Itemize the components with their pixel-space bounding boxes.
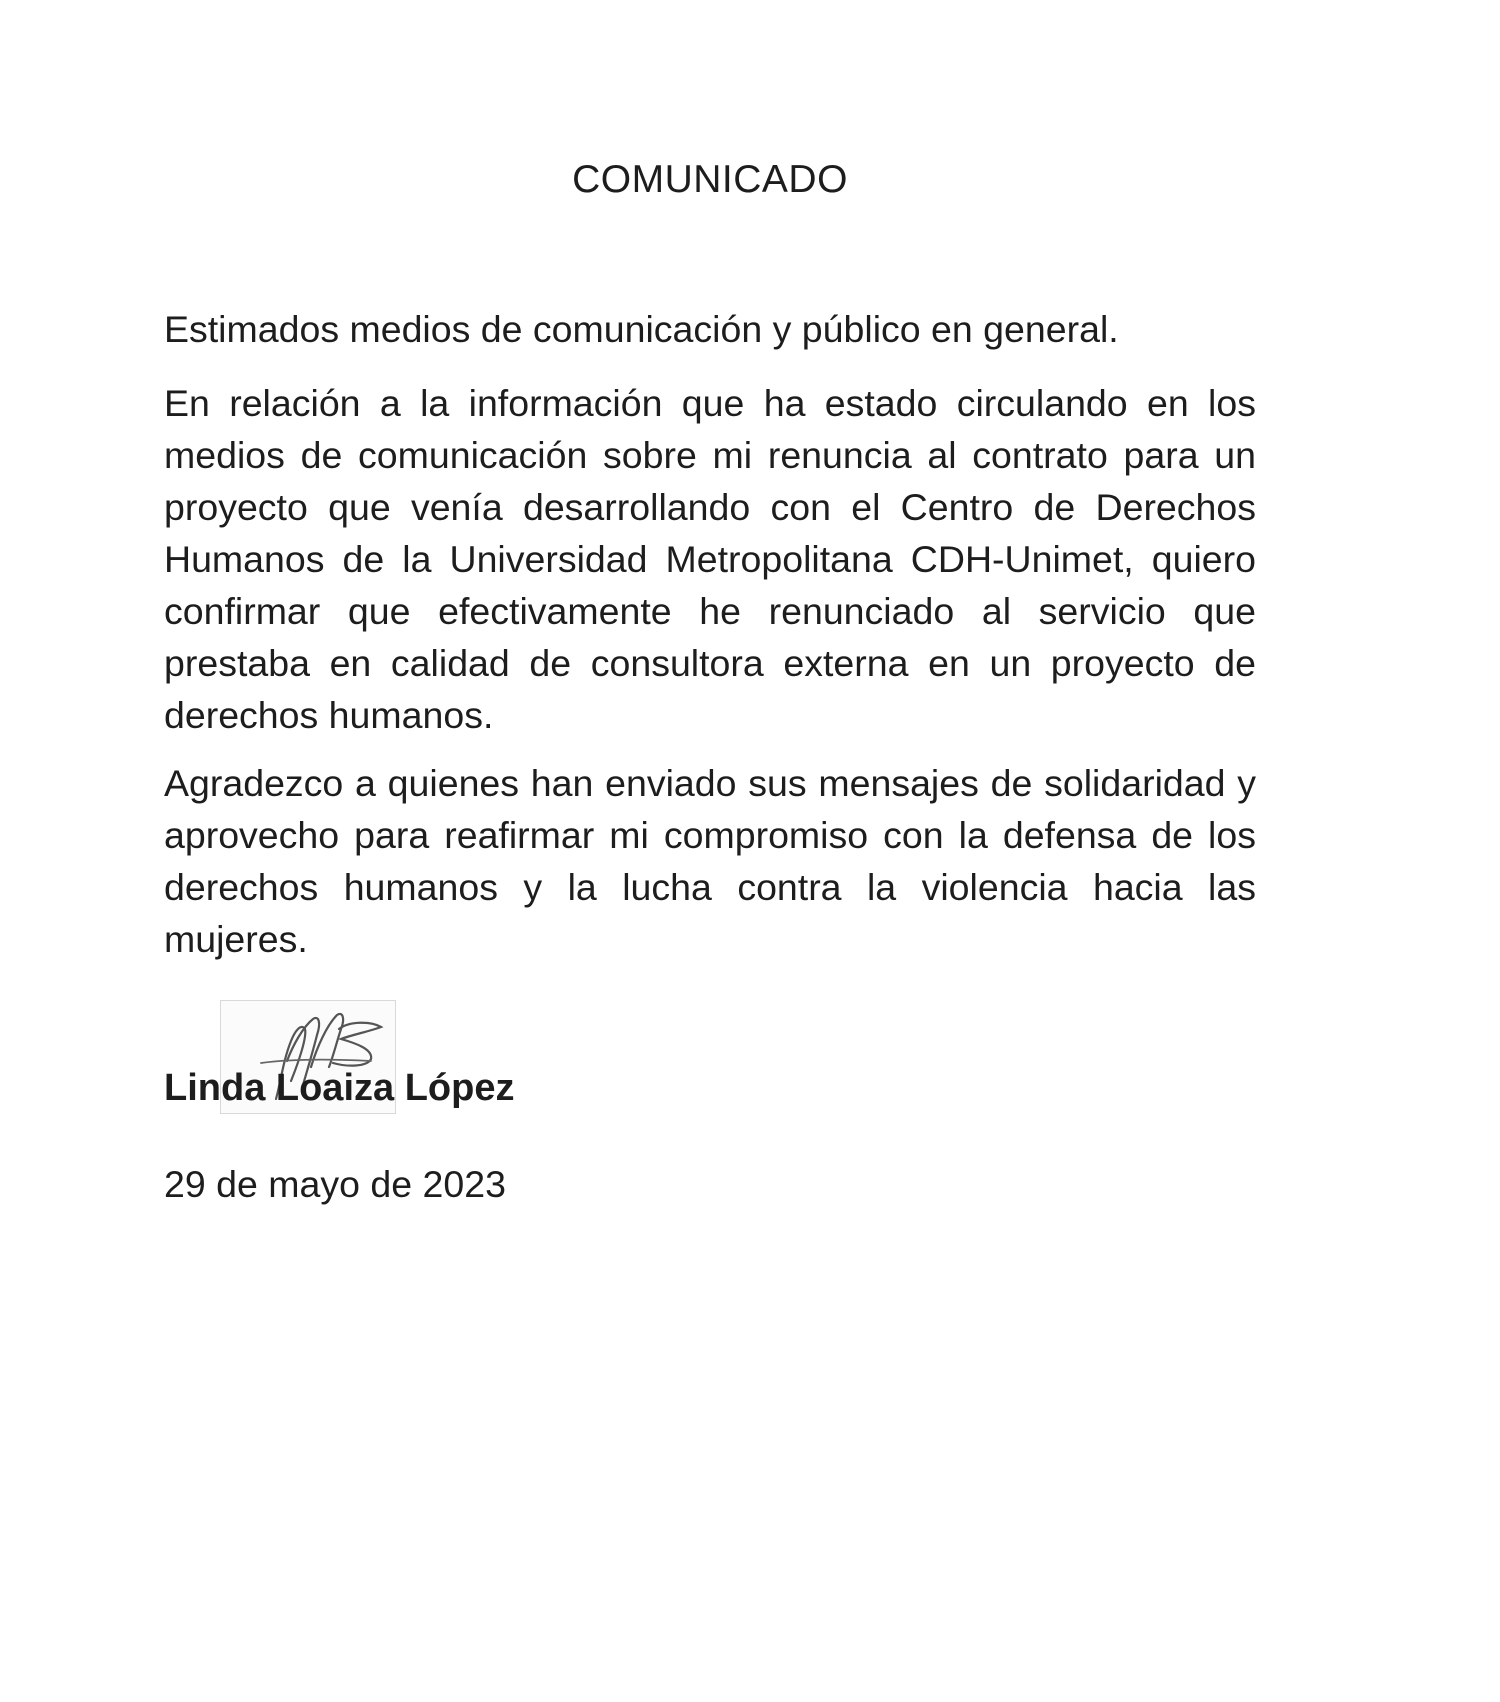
- paragraph-gratitude: Agradezco a quienes han enviado sus mensajes de solidaridad y aprovecho para reafirmar mi compromiso con la defensa de los derechos humanos y la lucha contra la violencia hacia las mujeres.: [164, 762, 1256, 960]
- paragraph-resignation: En relación a la información que ha estado circulando en los medios de comunicación sobre mi renuncia al contrato para un proyecto que venía desarrollando con el Centro de Derechos Humanos de la Universidad Metropolitana CDH-Unimet, quiero confirmar que efectivamente he renunciado al servicio que prestaba en calidad de consultora externa en un proyecto de derechos humanos.: [164, 382, 1256, 736]
- greeting-line: Estimados medios de comunicación y público en general.: [164, 308, 1119, 350]
- signer-name: Linda Loaiza López: [164, 1067, 515, 1109]
- document-title: COMUNICADO: [572, 158, 848, 201]
- statement-date: 29 de mayo de 2023: [164, 1163, 506, 1205]
